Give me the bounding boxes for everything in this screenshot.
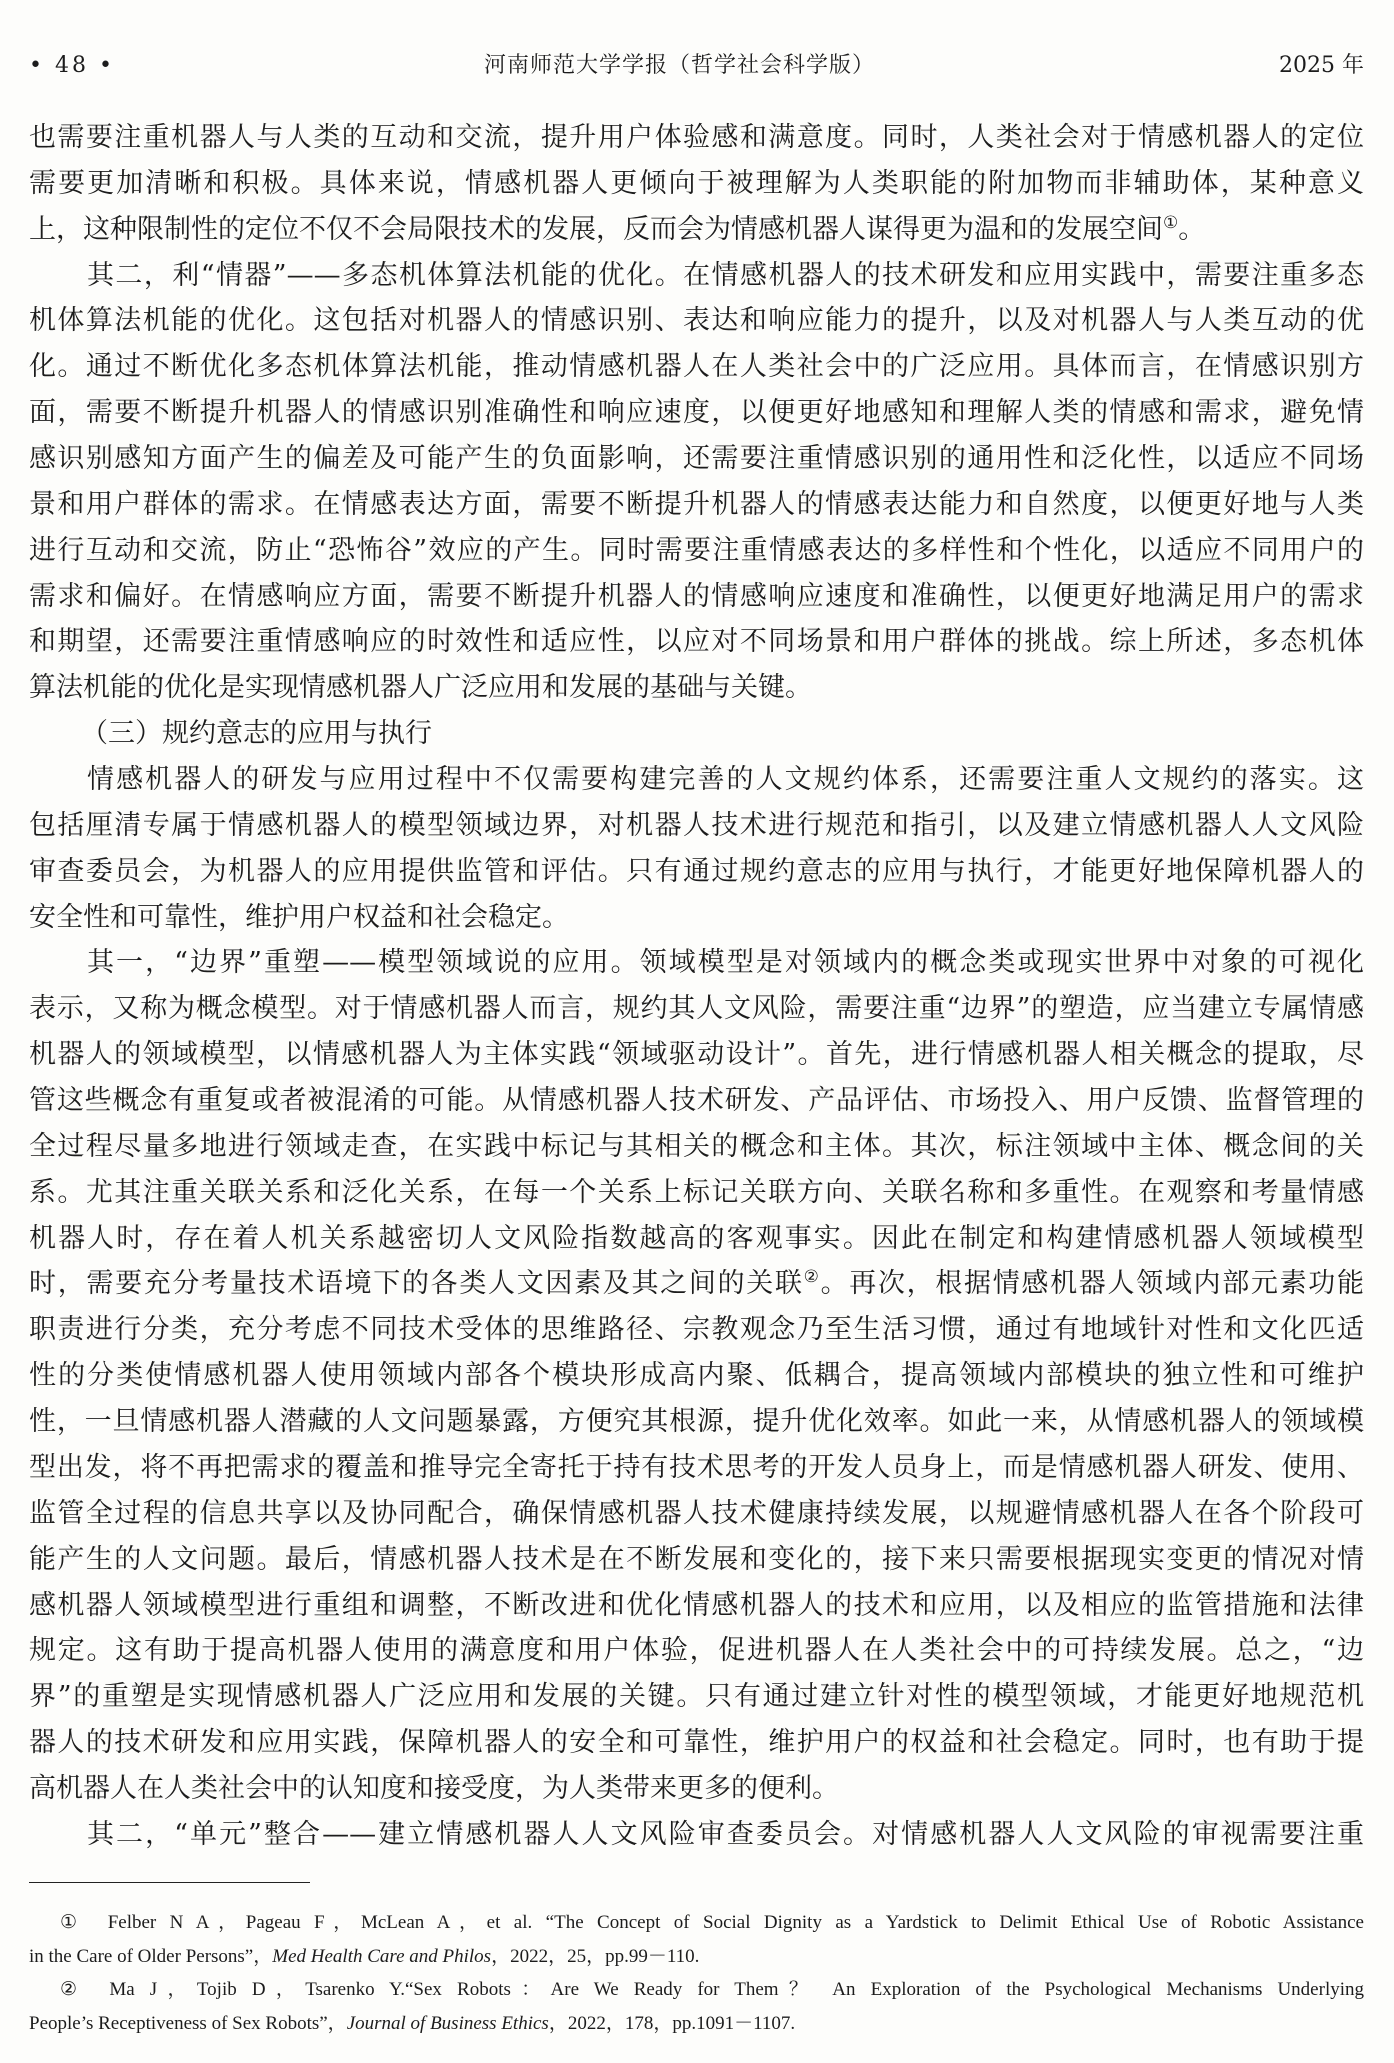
text-line <box>29 207 1364 253</box>
text-line: 性的分类使情感机器人使用领域内部各个模块形成高内聚、低耦合，提高领域内部模块的独立性和可维护 <box>29 1360 1364 1392</box>
text-line: 其一，“边界”重塑——模型领域说的应用。领域模型是对领域内的概念类或现实世界中对象的可视化 <box>87 947 1364 979</box>
text-line: 需要更加清晰和积极。具体来说，情感机器人更倾向于被理解为人类职能的附加物而非辅助体，某种意义 <box>29 167 1364 199</box>
footnote-text: Ma J，Tojib D，Tsarenko Y.“Sex Robots：Are We Ready for Them？ An Exploration of the Psychological Mechanisms Underlying <box>109 1979 1364 2000</box>
text-segment: 。 <box>1178 213 1206 245</box>
text-line: 化。通过不断优化多态机体算法机能，推动情感机器人在人类社会中的广泛应用。具体而言，在情感识别方 <box>29 351 1364 383</box>
text-line: 职责进行分类，充分考虑不同技术受体的思维路径、宗教观念乃至生活习惯，通过有地域针对性和文化匹适 <box>29 1314 1364 1346</box>
text-line: 感识别感知方面产生的偏差及可能产生的负面影响，还需要注重情感识别的通用性和泛化性，以适应不同场 <box>29 443 1364 475</box>
footnote-ref-1: ① <box>1163 212 1179 233</box>
page-number: • 48 • <box>29 53 115 78</box>
footnote-source-title: Med Health Care and Philos <box>272 1945 492 1967</box>
footnotes <box>29 1906 1364 2040</box>
text-line: 能产生的人文问题。最后，情感机器人技术是在不断发展和变化的，接下来只需要根据现实变更的情况对情 <box>29 1543 1364 1575</box>
footnote-separator <box>29 1882 310 1883</box>
footnote-text: ，2022，178，pp.1091－1107. <box>548 2012 796 2034</box>
text-line: 安全性和可靠性，维护用户权益和社会稳定。 <box>29 901 569 933</box>
text-line: 全过程尽量多地进行领域走查，在实践中标记与其相关的概念和主体。其次，标注领域中主体、概念间的关 <box>29 1130 1364 1162</box>
text-line: 器人的技术研发和应用实践，保障机器人的安全和可靠性，维护用户的权益和社会稳定。同时，也有助于提 <box>29 1727 1364 1759</box>
footnote-marker: ② <box>60 1979 88 2000</box>
body-text <box>29 115 1364 1858</box>
text-segment: 。再次，根据情感机器人领域内部元素功能 <box>820 1268 1365 1300</box>
footnote-text: Felber N A，Pageau F，McLean A，et al. “The Concept of Social Dignity as a Yardstick to Delimit Ethical Use of Robotic Assistance <box>107 1912 1364 1933</box>
paragraph-5 <box>29 1812 1364 1858</box>
text-line: 情感机器人的研发与应用过程中不仅需要构建完善的人文规约体系，还需要注重人文规约的落实。这 <box>87 764 1364 796</box>
footnote-2-line-2 <box>29 2007 1364 2041</box>
text-line: 审查委员会，为机器人的应用提供监管和评估。只有通过规约意志的应用与执行，才能更好地保障机器人的 <box>29 855 1364 887</box>
text-line: 感机器人领域模型进行重组和调整，不断改进和优化情感机器人的技术和应用，以及相应的监管措施和法律 <box>29 1589 1364 1621</box>
paragraph-2 <box>29 253 1364 712</box>
text-line: 机器人的领域模型，以情感机器人为主体实践“领域驱动设计”。首先，进行情感机器人相关概念的提取，尽 <box>29 1039 1364 1071</box>
text-line: 包括厘清专属于情感机器人的模型领域边界，对机器人技术进行规范和指引，以及建立情感机器人人文风险 <box>29 809 1364 841</box>
footnote-text: People’s Receptiveness of Sex Robots”， <box>29 2012 347 2034</box>
footnote-text: in the Care of Older Persons”， <box>29 1945 273 1967</box>
footnote-source-title: Journal of Business Ethics <box>346 2012 549 2034</box>
footnote-marker: ① <box>60 1912 86 1933</box>
footnote-text: ，2022，25，pp.99－110. <box>491 1945 700 1967</box>
running-header <box>29 50 1364 82</box>
text-line: 其二，“单元”整合——建立情感机器人人文风险审查委员会。对情感机器人人文风险的审视需要注重 <box>87 1818 1364 1850</box>
text-line: 高机器人在人类社会中的认知度和接受度，为人类带来更多的便利。 <box>29 1772 839 1804</box>
text-line: 监管全过程的信息共享以及协同配合，确保情感机器人技术健康持续发展，以规避情感机器人在各个阶段可 <box>29 1497 1364 1529</box>
text-line <box>29 1261 1364 1307</box>
text-line: 景和用户群体的需求。在情感表达方面，需要不断提升机器人的情感表达能力和自然度，以便更好地与人类 <box>29 488 1364 520</box>
text-segment: 上，这种限制性的定位不仅不会局限技术的发展，反而会为情感机器人谋得更为温和的发展空间 <box>29 213 1163 245</box>
text-line: 进行互动和交流，防止“恐怖谷”效应的产生。同时需要注重情感表达的多样性和个性化，以适应不同用户的 <box>29 534 1364 566</box>
paragraph-1 <box>29 115 1364 253</box>
paragraph-3 <box>29 757 1364 940</box>
paragraph-4 <box>29 940 1364 1811</box>
text-line: 管这些概念有重复或者被混淆的可能。从情感机器人技术研发、产品评估、市场投入、用户反馈、监督管理的 <box>29 1085 1364 1117</box>
text-line: 也需要注重机器人与人类的互动和交流，提升用户体验感和满意度。同时，人类社会对于情感机器人的定位 <box>29 122 1364 153</box>
text-line: 机器人时，存在着人机关系越密切人文风险指数越高的客观事实。因此在制定和构建情感机器人领域模型 <box>29 1222 1364 1254</box>
text-line: 性，一旦情感机器人潜藏的人文问题暴露，方便究其根源，提升优化效率。如此一来，从情感机器人的领域模 <box>29 1406 1364 1438</box>
text-line: 需求和偏好。在情感响应方面，需要不断提升机器人的情感响应速度和准确性，以便更好地满足用户的需求 <box>29 580 1364 612</box>
publication-year: 2025 年 <box>1279 53 1364 78</box>
text-line: 型出发，将不再把需求的覆盖和推导完全寄托于持有技术思考的开发人员身上，而是情感机器人研发、使用、 <box>29 1451 1364 1483</box>
journal-title: 河南师范大学学报（哲学社会科学版） <box>484 53 876 78</box>
text-segment: 时，需要充分考量技术语境下的各类人文因素及其之间的关联 <box>29 1268 804 1300</box>
text-line: 面，需要不断提升机器人的情感识别准确性和响应速度，以便更好地感知和理解人类的情感和需求，避免情 <box>29 397 1364 429</box>
text-line: 表示，又称为概念模型。对于情感机器人而言，规约其人文风险，需要注重“边界”的塑造，应当建立专属情感 <box>29 993 1364 1025</box>
text-line: 系。尤其注重关联关系和泛化关系，在每一个关系上标记关联方向、关联名称和多重性。在观察和考量情感 <box>29 1176 1364 1208</box>
text-line: 和期望，还需要注重情感响应的时效性和适应性，以应对不同场景和用户群体的挑战。综上所述，多态机体 <box>29 626 1364 658</box>
text-line: 规定。这有助于提高机器人使用的满意度和用户体验，促进机器人在人类社会中的可持续发展。总之，“边 <box>29 1635 1364 1667</box>
footnote-2-line-1 <box>29 1973 1364 2007</box>
footnote-1-line-2 <box>29 1940 1364 1974</box>
text-line: 算法机能的优化是实现情感机器人广泛应用和发展的基础与关键。 <box>29 672 812 704</box>
footnote-1-line-1 <box>29 1906 1364 1940</box>
text-line: 界”的重塑是实现情感机器人广泛应用和发展的关键。只有通过建立针对性的模型领域，才能更好地规范机 <box>29 1681 1364 1713</box>
section-heading: （三）规约意志的应用与执行 <box>81 718 432 750</box>
text-line: 其二，利“情器”——多态机体算法机能的优化。在情感机器人的技术研发和应用实践中，需要注重多态 <box>87 259 1364 291</box>
footnote-ref-2: ② <box>803 1267 821 1288</box>
text-line: 机体算法机能的优化。这包括对机器人的情感识别、表达和响应能力的提升，以及对机器人与人类互动的优 <box>29 305 1364 337</box>
